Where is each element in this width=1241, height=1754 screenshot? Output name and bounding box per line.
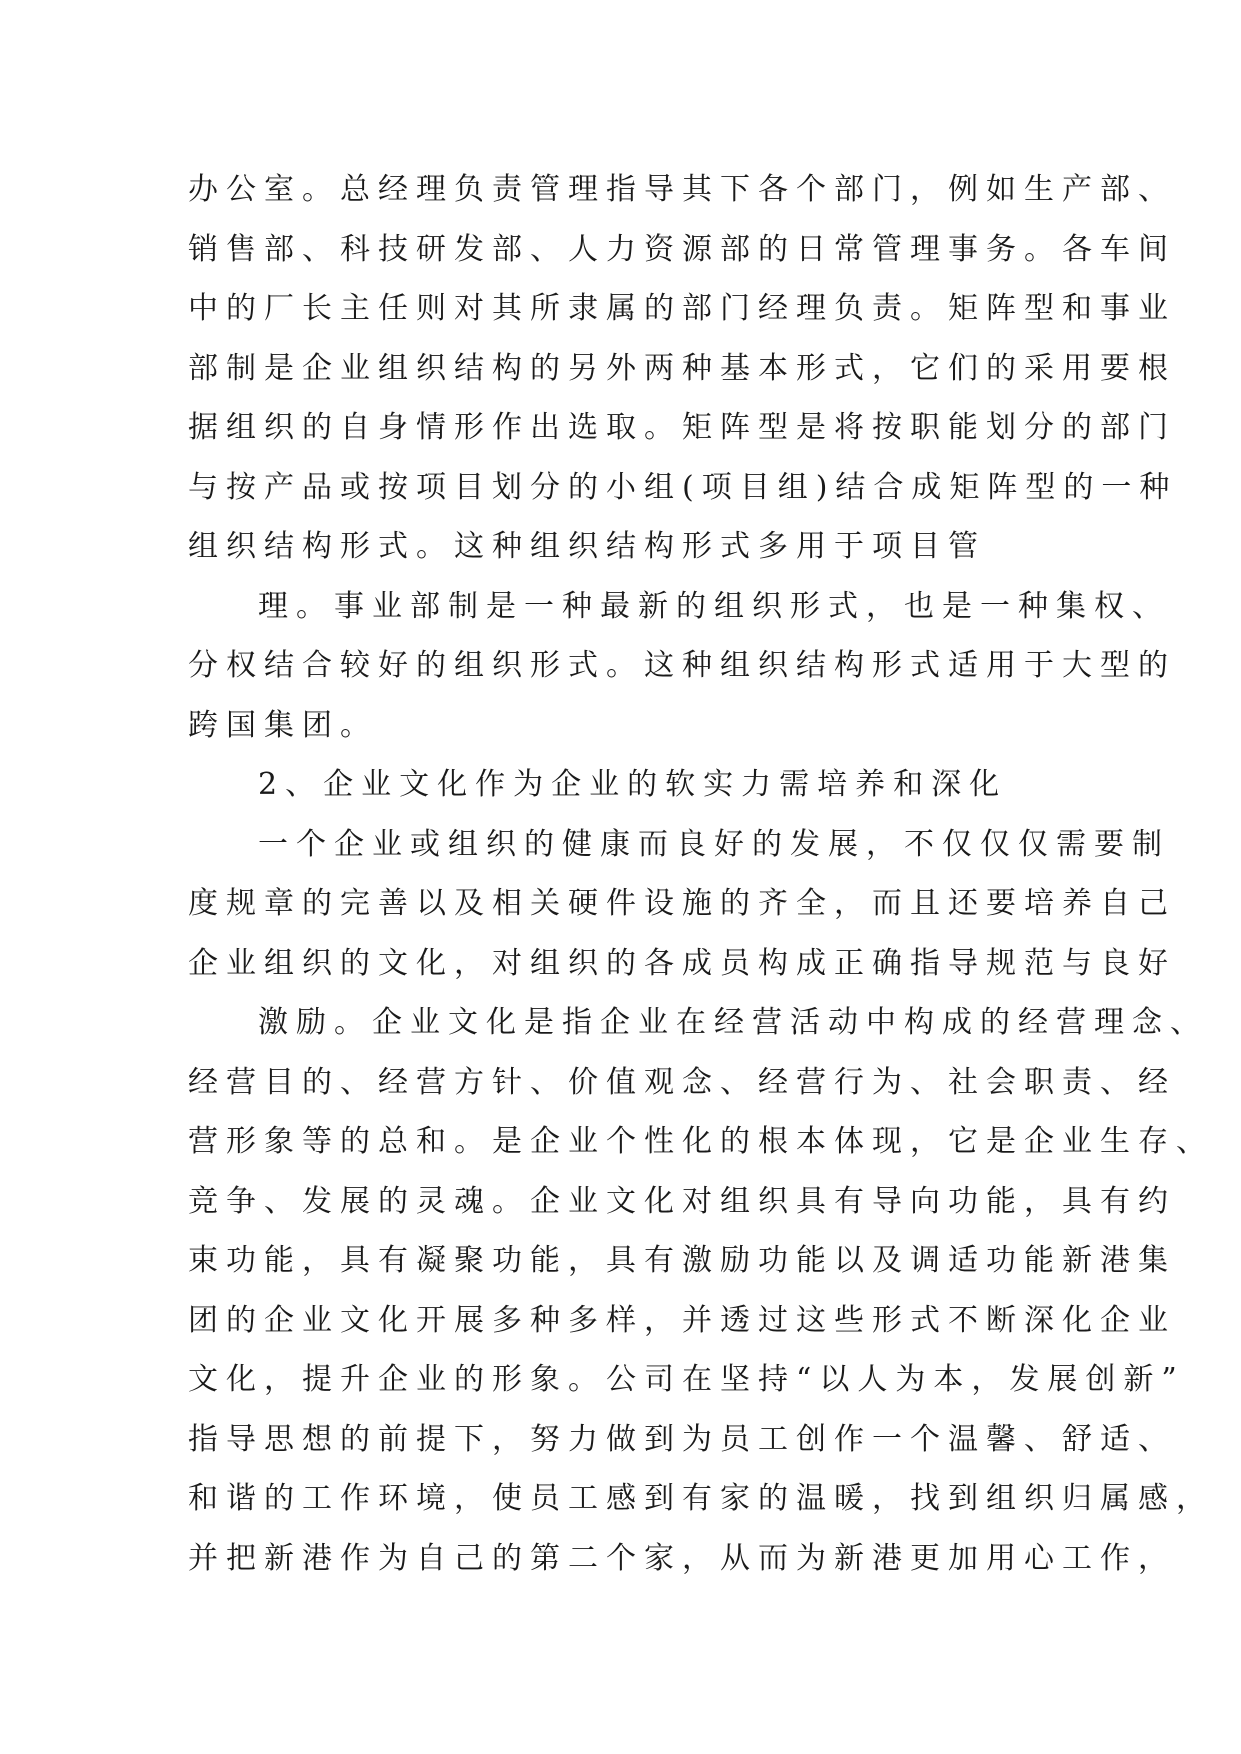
text-line: 一个企业或组织的健康而良好的发展，不仅仅仅需要制 (258, 826, 1170, 862)
text-line: 办公室。总经理负责管理指导其下各个部门，例如生产部、 (188, 172, 1176, 207)
text-line: 理。事业部制是一种最新的组织形式，也是一种集权、 (258, 588, 1170, 624)
text-line: 与按产品或按项目划分的小组(项目组)结合成矩阵型的一种 (188, 469, 1178, 505)
text-line: 束功能，具有凝聚功能，具有激励功能以及调适功能新港集 (188, 1243, 1176, 1278)
text-line: 部制是企业组织结构的另外两种基本形式，它们的采用要根 (188, 350, 1176, 386)
text-line: 销售部、科技研发部、人力资源部的日常管理事务。各车间 (188, 231, 1176, 267)
text-line: 并把新港作为自己的第二个家，从而为新港更加用心工作， (188, 1540, 1176, 1576)
document-body (188, 160, 1214, 1588)
text-line: 组织结构形式。这种组织结构形式多用于项目管 (188, 529, 986, 564)
text-line: 度规章的完善以及相关硬件设施的齐全，而且还要培养自己 (188, 886, 1176, 921)
text-line: 经营目的、经营方针、价值观念、经营行为、社会职责、经 (188, 1064, 1176, 1100)
text-line: 跨国集团。 (188, 707, 378, 743)
text-line: 分权结合较好的组织形式。这种组织结构形式适用于大型的 (188, 648, 1176, 683)
text-line: 指导思想的前提下，努力做到为员工创作一个温馨、舒适、 (188, 1421, 1176, 1457)
text-line: 中的厂长主任则对其所隶属的部门经理负责。矩阵型和事业 (188, 291, 1176, 326)
text-line: 团的企业文化开展多种多样，并透过这些形式不断深化企业 (188, 1302, 1176, 1338)
text-line: 据组织的自身情形作出选取。矩阵型是将按职能划分的部门 (188, 410, 1176, 445)
text-line: 竞争、发展的灵魂。企业文化对组织具有导向功能，具有约 (188, 1183, 1176, 1219)
text-line: 和谐的工作环境，使员工感到有家的温暖，找到组织归属感， (188, 1481, 1214, 1516)
text-line: 文化，提升企业的形象。公司在坚持“以人为本，发展创新” (188, 1362, 1185, 1397)
text-line: 激励。企业文化是指企业在经营活动中构成的经营理念、 (258, 1005, 1208, 1040)
text-line: 企业组织的文化，对组织的各成员构成正确指导规范与良好 (188, 945, 1176, 981)
section-heading: 2、企业文化作为企业的软实力需培养和深化 (258, 767, 1008, 802)
text-line: 营形象等的总和。是企业个性化的根本体现，它是企业生存、 (188, 1124, 1214, 1159)
